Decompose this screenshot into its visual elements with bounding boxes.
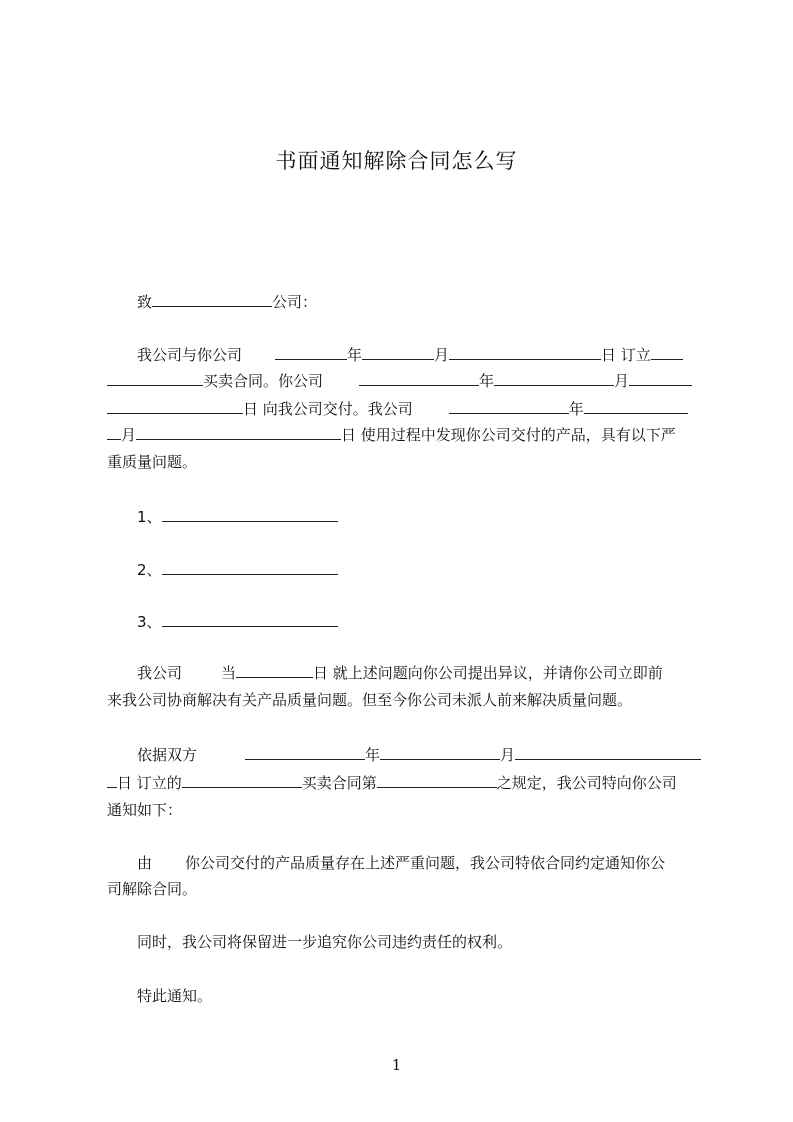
para2-text: 当 (221, 664, 237, 682)
year-label: 年 (479, 372, 495, 390)
blank-field (377, 773, 497, 788)
blank-field (494, 371, 614, 386)
item-number: 3、 (137, 613, 162, 631)
blank-company-name (152, 292, 272, 307)
blank-field (107, 399, 243, 414)
blank-field (245, 745, 365, 760)
blank-field (359, 371, 479, 386)
blank-field (275, 345, 347, 360)
blank-issue (162, 507, 338, 522)
year-label: 年 (365, 746, 381, 764)
blank-field (236, 663, 313, 678)
salutation-company: 公司： (272, 293, 318, 311)
para4-text: 由 (137, 854, 153, 872)
para2-text: 我公司 (137, 664, 183, 682)
para3-line2 (107, 773, 677, 793)
list-item (137, 507, 338, 527)
para5-line: 同时，我公司将保留进一步追究你公司违约责任的权利。 (137, 933, 513, 951)
month-label: 月 (614, 372, 630, 390)
para3-text: 之规定，我公司特向你公司 (496, 774, 677, 792)
para3-text: 依据双方 (137, 746, 198, 764)
para4-line1 (137, 853, 665, 873)
para1-text: 买卖合同。你公司 (203, 372, 324, 390)
blank-field (515, 745, 701, 760)
para2-line1 (137, 663, 663, 683)
para6-line: 特此通知。 (137, 987, 213, 1005)
para2-line2: 来我公司协商解决有关产品质量问题。但至今你公司未派人前来解决质量问题。 (107, 691, 633, 709)
day-label: 日 订立 (601, 346, 651, 364)
month-label: 月 (121, 426, 137, 444)
list-item (137, 612, 338, 632)
salutation-to: 致 (137, 293, 153, 311)
blank-contract-name (107, 371, 203, 386)
blank-field (651, 345, 683, 360)
para2-text: 日 就上述问题向你公司提出异议，并请你公司立即前 (313, 664, 663, 682)
para4-line2: 司解除合同。 (107, 880, 198, 898)
para3-text: 买卖合同第 (301, 774, 377, 792)
para1-text: 日 使用过程中发现你公司交付的产品，具有以下严 (341, 426, 676, 444)
para3-line3: 通知如下： (107, 801, 183, 819)
blank-field (107, 425, 121, 440)
blank-field (182, 773, 302, 788)
para1-text: 我公司与你公司 (137, 346, 243, 364)
para1-line4 (107, 425, 676, 445)
para1-line1 (137, 345, 683, 365)
blank-field (449, 399, 569, 414)
item-number: 1、 (137, 508, 162, 526)
blank-field (107, 773, 117, 788)
para1-text: 日 向我公司交付。我公司 (243, 400, 413, 418)
month-label: 月 (434, 346, 450, 364)
year-label: 年 (347, 346, 363, 364)
salutation-line (137, 292, 317, 312)
page-number: 1 (391, 1056, 402, 1074)
blank-field (584, 399, 688, 414)
blank-field (136, 425, 341, 440)
blank-issue (162, 560, 338, 575)
year-label: 年 (568, 400, 584, 418)
blank-field (362, 345, 434, 360)
month-label: 月 (500, 746, 516, 764)
blank-field (380, 745, 500, 760)
para1-line2 (107, 371, 692, 391)
para3-line1 (137, 745, 701, 765)
list-item (137, 560, 338, 580)
para3-text: 日 订立的 (117, 774, 182, 792)
blank-field (629, 371, 692, 386)
blank-field (449, 345, 601, 360)
para1-line3 (107, 399, 688, 419)
item-number: 2、 (137, 561, 162, 579)
para4-text: 你公司交付的产品质量存在上述严重问题，我公司特依合同约定通知你公 (185, 854, 666, 872)
blank-issue (162, 612, 338, 627)
page-title: 书面通知解除合同怎么写 (275, 149, 518, 173)
para1-line5: 重质量问题。 (107, 453, 198, 471)
